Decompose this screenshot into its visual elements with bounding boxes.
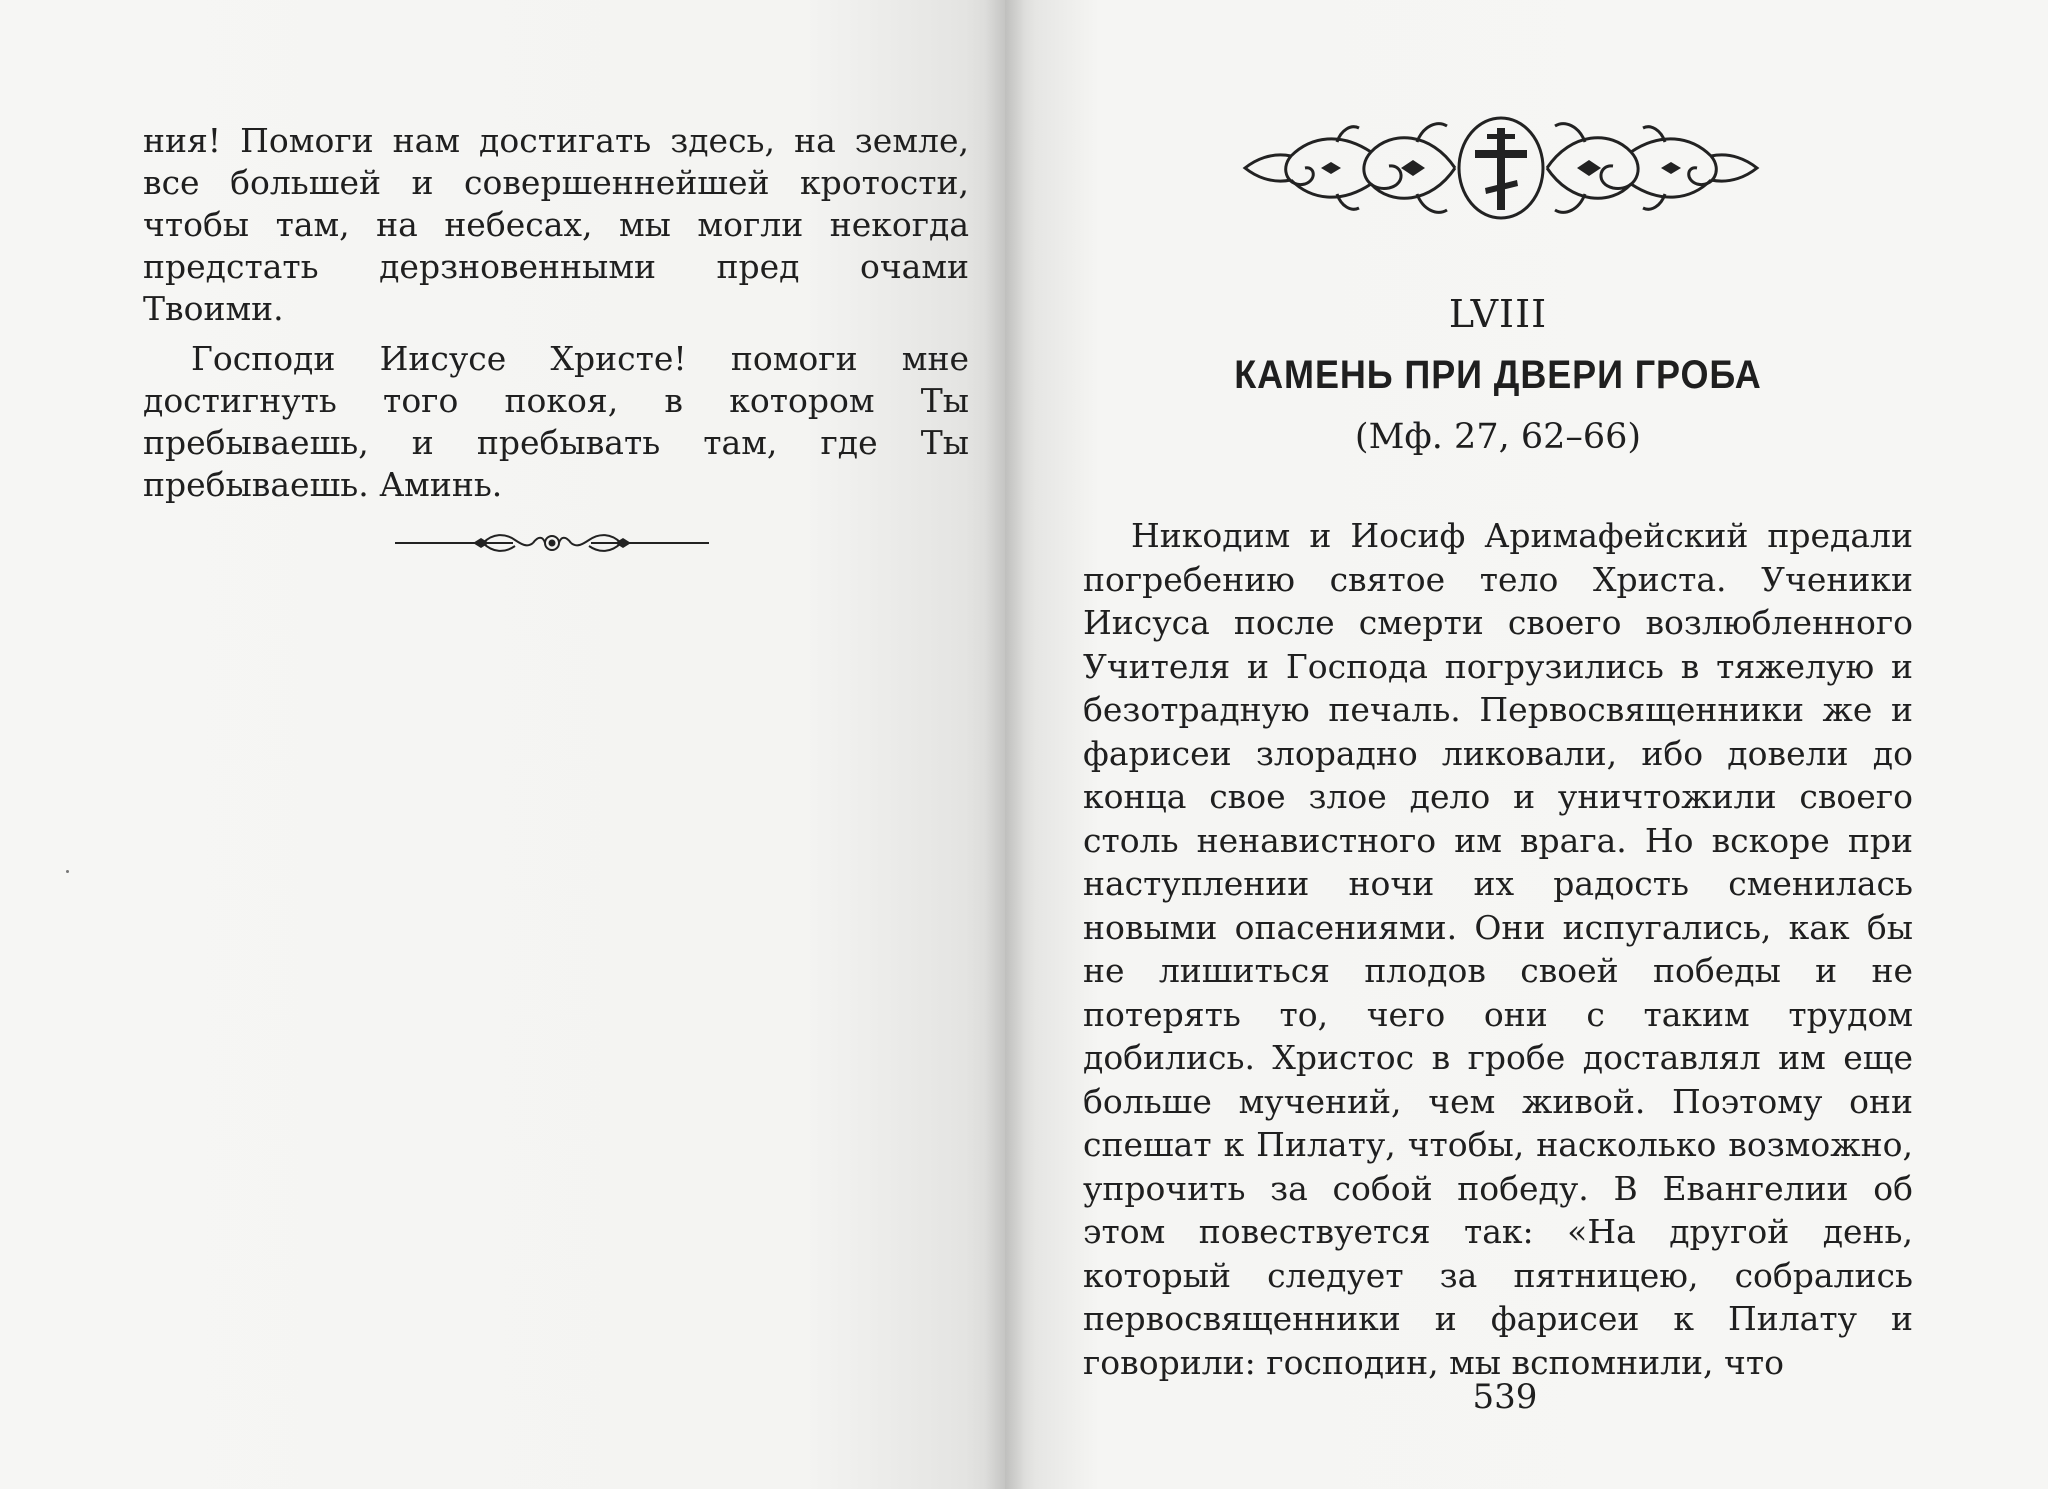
left-paragraph-2: Господи Иисусе Христе! помоги мне достигнуть того покоя, в котором Ты пребываешь, и пребывать там, где Ты пребываешь. Аминь. bbox=[143, 339, 969, 504]
left-paragraph-1: ния! Помоги нам достигать здесь, на земле, все большей и совершеннейшей кротости, чтобы там, на небесах, мы могли некогда предстать дерзновенными пред очами Твоими. bbox=[143, 121, 969, 328]
orthodox-cross-ornament-icon bbox=[1241, 112, 1761, 224]
paper-speck bbox=[66, 870, 69, 873]
book-gutter bbox=[985, 0, 1025, 1489]
page-number: 539 bbox=[1472, 1377, 1538, 1417]
left-page-text bbox=[143, 120, 969, 506]
scroll-divider-icon bbox=[393, 528, 711, 558]
chapter-number: LVIII bbox=[1448, 292, 1548, 336]
chapter-title: КАМЕНЬ ПРИ ДВЕРИ ГРОБА bbox=[1234, 353, 1762, 397]
right-paragraph-1: Никодим и Иосиф Аримафейский предали погребению святое тело Христа. Ученики Иисуса после смерти своего возлюбленного Учителя и Господа погрузились в тяжелую и безотрадную печаль. Первосвященники же и фарисеи злорадно ликовали, ибо довели до конца свое злое дело и уничтожили своего столь ненавистного им врага. Но вскоре при наступлении ночи их радость сменилась новыми опасениями. Они испугались, как бы не лишиться плодов своей победы и не потерять то, чего они с таким трудом добились. Христос в гробе доставлял им еще больше мучений, чем живой. Поэтому они спешат к Пилату, чтобы, насколько возможно, упрочить за собой победу. В Евангелии об этом повествуется так: «На другой день, который следует за пятницею, собрались первосвященники и фарисеи к Пилату и говорили: господин, мы вспомнили, что bbox=[1083, 516, 1913, 1382]
right-page-text bbox=[1083, 514, 1913, 1384]
chapter-reference: (Мф. 27, 62–66) bbox=[1354, 417, 1642, 457]
